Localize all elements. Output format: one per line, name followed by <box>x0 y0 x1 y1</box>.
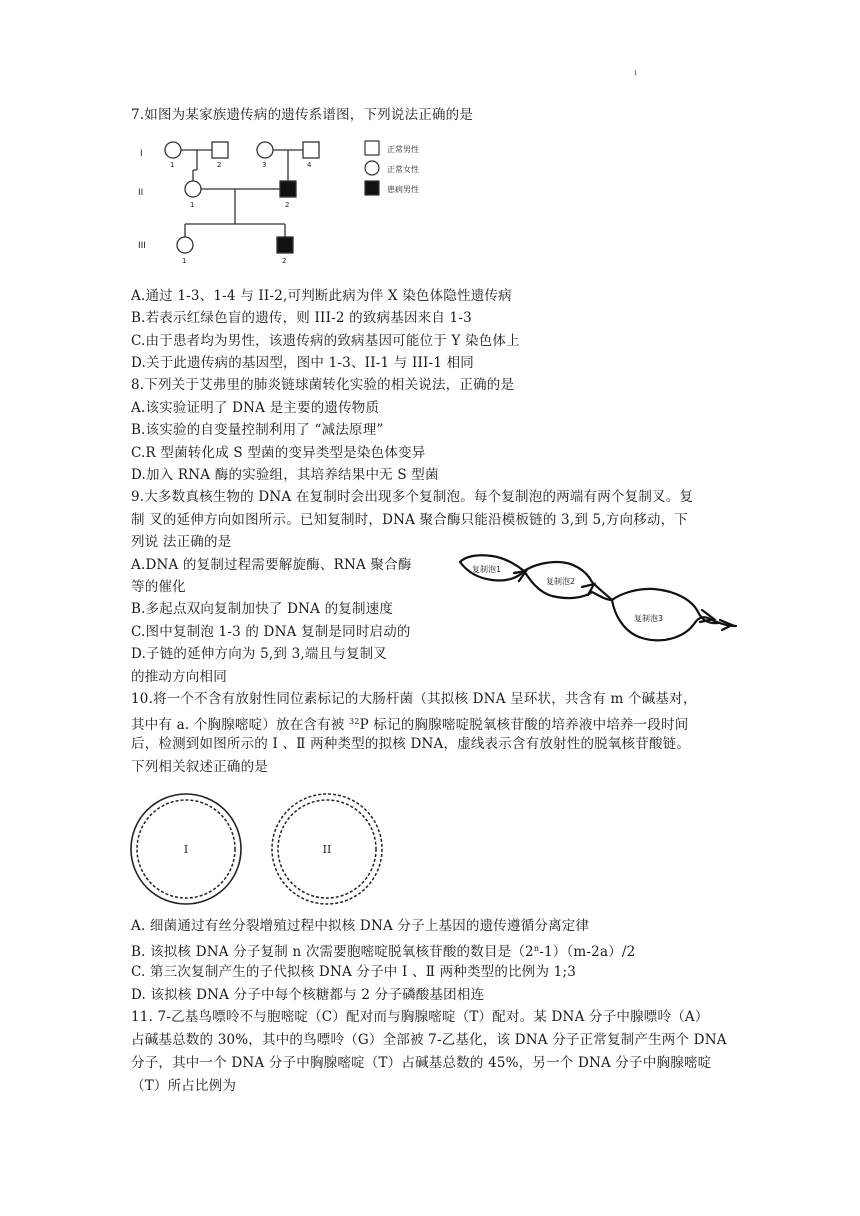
exponent-n: n <box>533 944 540 953</box>
num-I-4: 4 <box>307 161 312 169</box>
q9-option-d: D.子链的延伸方向为 5,到 3,端且与复制叉 <box>131 646 388 662</box>
q10-stem-line-3: 后，检测到如图所示的 Ⅰ 、Ⅱ 两种类型的拟核 DNA，虚线表示含有放射性的脱氧核苷酸链。 <box>131 736 691 752</box>
num-I-2: 2 <box>217 161 222 169</box>
num-III-2: 2 <box>282 257 287 265</box>
q11-line-2: 占碱基总数的 30%，其中的鸟嘌呤（G）全部被 7-乙基化，该 DNA 分子正常复制产生两个 DNA <box>131 1032 727 1048</box>
num-III-1: 1 <box>182 257 187 265</box>
num-II-2: 2 <box>285 201 290 209</box>
q10-option-b-part-1: B. 该拟核 DNA 分子复制 n 次需要胞嘧啶脱氧核苷酸的数目是（2 <box>131 944 534 960</box>
q7-stem: 7.如图为某家族遗传病的遗传系谱图，下列说法正确的是 <box>131 107 474 123</box>
q9-option-b: B.多起点双向复制加快了 DNA 的复制速度 <box>131 601 394 617</box>
ind-I-1 <box>165 142 181 158</box>
q9-stem-line-2: 制 叉的延伸方向如图所示。已知复制时，DNA 聚合酶只能沿模板链的 3,到 5,方向移动，下 <box>131 512 689 528</box>
q10-option-b <box>131 938 635 963</box>
ind-I-4 <box>303 142 319 158</box>
q10-option-a: A. 细菌通过有丝分裂增殖过程中拟核 DNA 分子上基因的遗传遵循分离定律 <box>131 918 590 934</box>
bubble-label-3: 复制泡3 <box>634 614 664 623</box>
legend-normal-female: 正常女性 <box>387 165 419 174</box>
q10-option-c: C. 第三次复制产生的子代拟核 DNA 分子中 Ⅰ 、Ⅱ 两种类型的比例为 1;3 <box>131 964 576 980</box>
q8-option-a: A.该实验证明了 DNA 是主要的遗传物质 <box>131 400 380 416</box>
q10-stem-line-1: 10.将一个不含有放射性同位素标记的大肠杆菌（其拟核 DNA 呈环状，共含有 m 个碱基对， <box>131 691 697 707</box>
circle-label-ii: II <box>322 843 332 856</box>
circle-label-i: I <box>183 843 189 856</box>
replication-bubbles-diagram <box>440 540 740 665</box>
plasmid-dna-diagram <box>120 785 390 913</box>
q9-stem-line-3: 列说 法正确的是 <box>131 534 232 550</box>
ind-II-2 <box>280 181 296 197</box>
legend-normal-male-symbol <box>365 141 379 155</box>
q8-option-b: B.该实验的自变量控制利用了 “减法原理” <box>131 422 384 438</box>
gen-label-2: II <box>138 188 144 198</box>
q9-option-a-cont: 等的催化 <box>131 579 186 595</box>
q7-option-d: D.关于此遗传病的基因型，图中 1-3、II-1 与 III-1 相同 <box>131 355 475 371</box>
legend-affected-male-symbol <box>365 181 379 195</box>
q9-stem-line-1: 9.大多数真核生物的 DNA 在复制时会出现多个复制泡。每个复制泡的两端有两个复制叉。复 <box>131 489 694 505</box>
q9-option-a: A.DNA 的复制过程需要解旋酶、RNA 聚合酶 <box>131 557 412 573</box>
q11-line-1: 11. 7-乙基鸟嘌呤不与胞嘧啶（C）配对而与胸腺嘧啶（T）配对。某 DNA 分子中腺嘌呤（A） <box>131 1009 709 1025</box>
ind-III-2 <box>277 237 293 253</box>
legend-normal-female-symbol <box>365 161 379 175</box>
legend-normal-male: 正常男性 <box>387 145 419 154</box>
num-I-3: 3 <box>262 161 267 169</box>
ind-I-3 <box>257 142 273 158</box>
isotope-superscript: 32 <box>349 717 360 726</box>
num-II-1: 1 <box>190 201 195 209</box>
ind-III-1 <box>177 237 193 253</box>
page-mark: ı <box>634 68 637 77</box>
q8-option-c: C.R 型菌转化成 S 型菌的变异类型是染色体变异 <box>131 445 426 461</box>
ind-I-2 <box>212 142 228 158</box>
q11-line-3: 分子，其中一个 DNA 分子中胸腺嘧啶（T）占碱基总数的 45%，另一个 DNA 分子中胸腺嘧啶 <box>131 1055 712 1071</box>
q10-option-b-part-2: -1）（m-2a）/2 <box>539 944 636 960</box>
q7-option-a: A.通过 1-3、1-4 与 II-2,可判断此病为伴 X 染色体隐性遗传病 <box>131 288 512 304</box>
q10-stem-line-2-part-1: 其中有 a. 个胸腺嘧啶）放在含有被 <box>131 717 350 733</box>
num-I-1: 1 <box>170 161 175 169</box>
gen-label-1: I <box>140 149 143 159</box>
q9-option-c: C.图中复制泡 1-3 的 DNA 复制是同时启动的 <box>131 624 411 640</box>
q8-option-d: D.加入 RNA 酶的实验组，其培养结果中无 S 型菌 <box>131 467 439 483</box>
q10-option-d: D. 该拟核 DNA 分子中每个核糖都与 2 分子磷酸基团相连 <box>131 987 485 1003</box>
bubble-label-1: 复制泡1 <box>472 565 502 574</box>
q7-option-c: C.由于患者均为男性，该遗传病的致病基因可能位于 Y 染色体上 <box>131 333 520 349</box>
legend-affected-male: 患病男性 <box>387 185 419 194</box>
q9-option-d-cont: 的推动方向相同 <box>131 669 227 685</box>
gen-label-3: III <box>138 241 146 251</box>
q8-stem: 8.下列关于艾弗里的肺炎链球菌转化实验的相关说法，正确的是 <box>131 377 515 393</box>
q11-line-4: （T）所占比例为 <box>131 1078 237 1094</box>
q10-stem-line-4: 下列相关叙述正确的是 <box>131 759 268 775</box>
pedigree-diagram <box>135 134 465 274</box>
bubble-label-2: 复制泡2 <box>546 577 576 586</box>
ind-II-1 <box>185 181 201 197</box>
q7-option-b: B.若表示红绿色盲的遗传，则 III-2 的致病基因来自 1-3 <box>131 310 472 326</box>
q10-stem-line-2-part-2: P 标记的胸腺嘧啶脱氧核苷酸的培养液中培养一段时间 <box>359 717 689 733</box>
